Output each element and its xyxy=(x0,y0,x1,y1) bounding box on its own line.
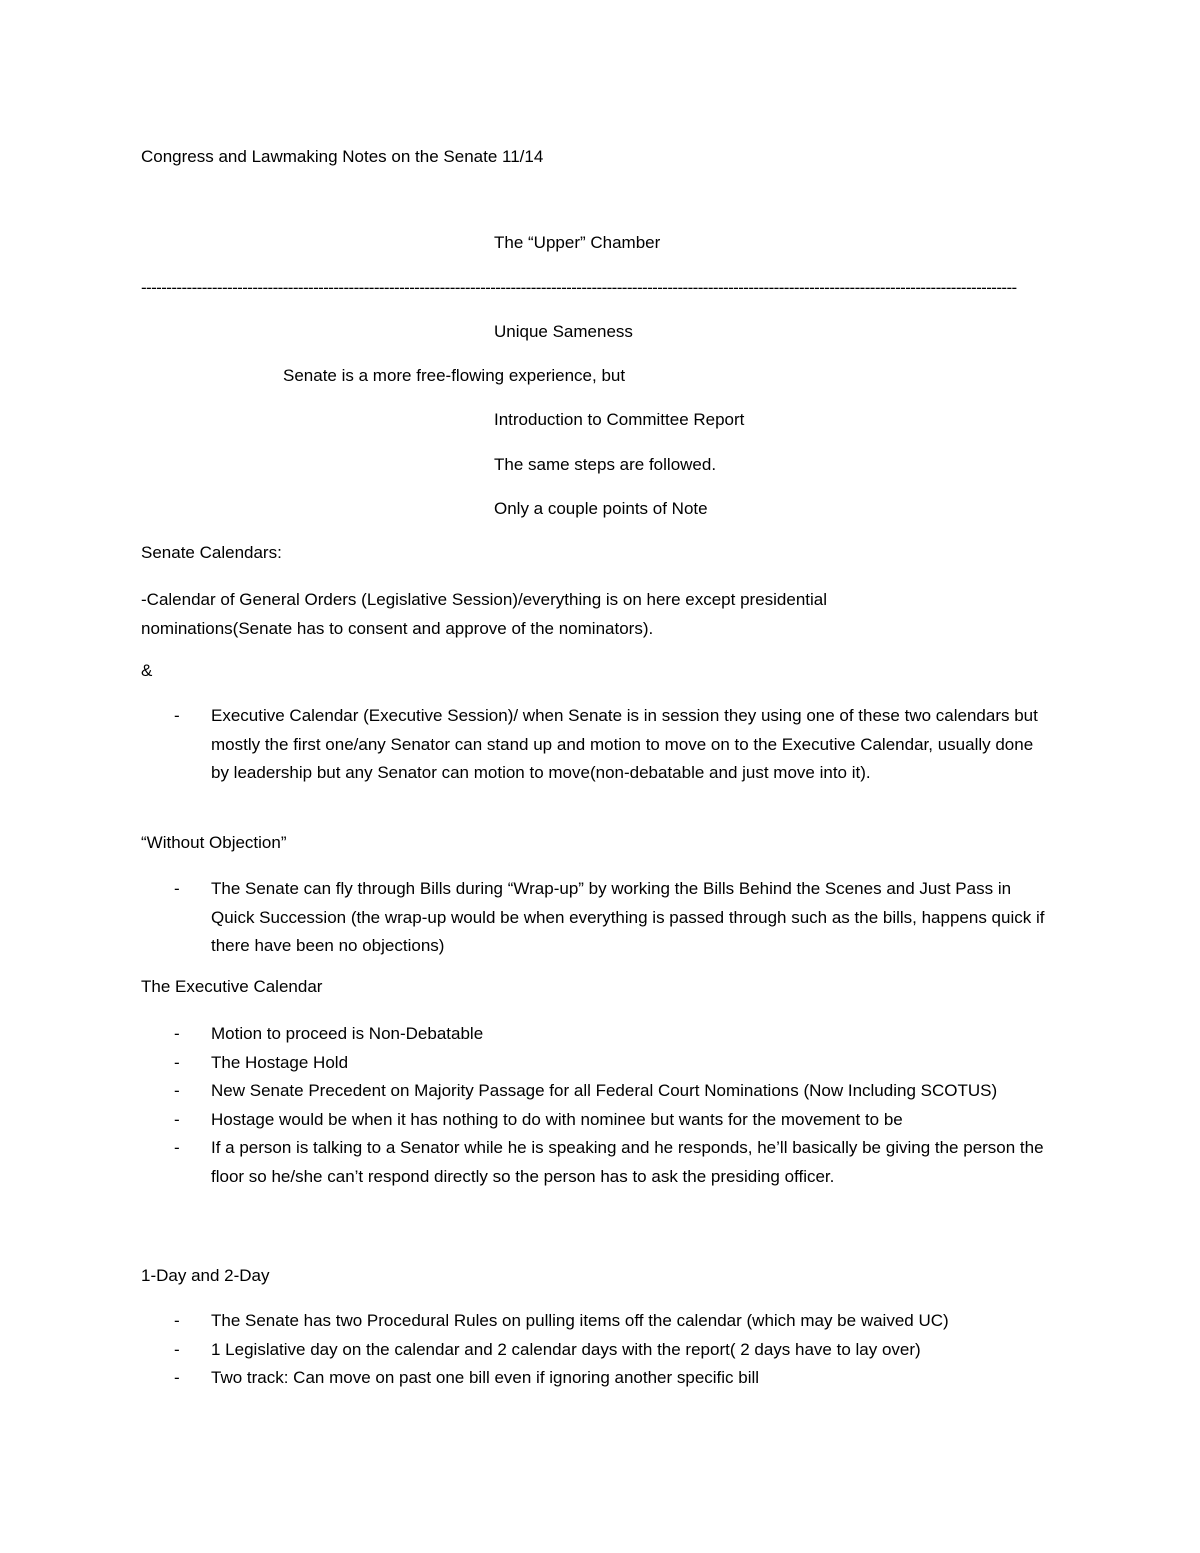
bullet-dash: - xyxy=(174,1138,180,1157)
unique-sameness-lead: Senate is a more free-flowing experience, but xyxy=(283,366,626,385)
executive-calendar-heading: The Executive Calendar xyxy=(141,977,323,996)
list-item xyxy=(174,1307,1074,1336)
list-item xyxy=(174,1077,1054,1106)
list-item-text: New Senate Precedent on Majority Passage for all Federal Court Nominations (Now Including SCOTUS) xyxy=(211,1081,998,1100)
general-orders-paragraph: -Calendar of General Orders (Legislative Session)/everything is on here except presidential nominations(Senate has to consent and approve of the nominators). xyxy=(141,590,828,638)
bullet-dash: - xyxy=(174,1024,180,1043)
bullet-dash: - xyxy=(174,1311,180,1330)
list-item-text: 1 Legislative day on the calendar and 2 calendar days with the report( 2 days have to lay over) xyxy=(211,1339,921,1359)
unique-sameness-line: Only a couple points of Note xyxy=(494,499,708,518)
list-item xyxy=(174,1106,1054,1135)
bullet-dash: - xyxy=(174,706,180,725)
bullet-dash: - xyxy=(174,1109,180,1129)
list-item-text: If a person is talking to a Senator while he is speaking and he responds, he’ll basically be giving the person the floor so he/she can’t respond directly so the person has to ask the presiding officer. xyxy=(211,1138,1044,1186)
list-item xyxy=(174,1134,1054,1191)
unique-sameness-line: The same steps are followed. xyxy=(494,455,717,474)
bullet-dash: - xyxy=(174,1081,180,1100)
bullet-dash: - xyxy=(174,1368,180,1387)
list-item xyxy=(174,1049,1054,1078)
executive-calendar-list xyxy=(174,1020,1054,1191)
bullet-dash: - xyxy=(174,1339,180,1359)
ampersand: & xyxy=(141,661,153,680)
senate-calendars-list xyxy=(174,702,1054,788)
list-item-text: The Senate has two Procedural Rules on pulling items off the calendar (which may be waived UC) xyxy=(211,1311,949,1330)
list-item-text: The Senate can fly through Bills during “Wrap-up” by working the Bills Behind the Scenes and Just Pass in Quick Succession (the wrap-up would be when everything is passed through such as the bills, happens quick if there have been no objections) xyxy=(211,879,1045,955)
list-item xyxy=(174,875,1054,961)
one-two-day-list xyxy=(174,1307,1074,1393)
list-item-text: Motion to proceed is Non-Debatable xyxy=(211,1024,484,1043)
list-item xyxy=(174,1336,1074,1365)
document-title: Congress and Lawmaking Notes on the Senate 11/14 xyxy=(141,147,544,166)
list-item-text: The Hostage Hold xyxy=(211,1052,349,1072)
without-objection-heading: “Without Objection” xyxy=(141,833,287,852)
without-objection-list xyxy=(174,875,1054,961)
senate-calendars-heading: Senate Calendars: xyxy=(141,543,282,562)
unique-sameness-heading: Unique Sameness xyxy=(494,322,633,341)
bullet-dash: - xyxy=(174,1052,180,1072)
list-item-text: Two track: Can move on past one bill even if ignoring another specific bill xyxy=(211,1368,760,1387)
list-item xyxy=(174,1364,1074,1393)
dashed-divider: ----------------------------------------------------------------------------------------------------------------------------------------------------------------------------- xyxy=(141,278,1017,297)
list-item-text: Hostage would be when it has nothing to do with nominee but wants for the movement to be xyxy=(211,1109,903,1129)
list-item xyxy=(174,702,1054,788)
one-two-day-heading: 1-Day and 2-Day xyxy=(141,1266,270,1285)
list-item-text: Executive Calendar (Executive Session)/ when Senate is in session they using one of these two calendars but mostly the first one/any Senator can stand up and motion to move on to the Executive Calendar, usually done by leadership but any Senator can motion to move(non-debatable and just move into it). xyxy=(211,706,1038,782)
bullet-dash: - xyxy=(174,879,180,898)
document-subtitle: The “Upper” Chamber xyxy=(494,233,661,252)
list-item xyxy=(174,1020,1054,1049)
unique-sameness-line: Introduction to Committee Report xyxy=(494,410,745,429)
